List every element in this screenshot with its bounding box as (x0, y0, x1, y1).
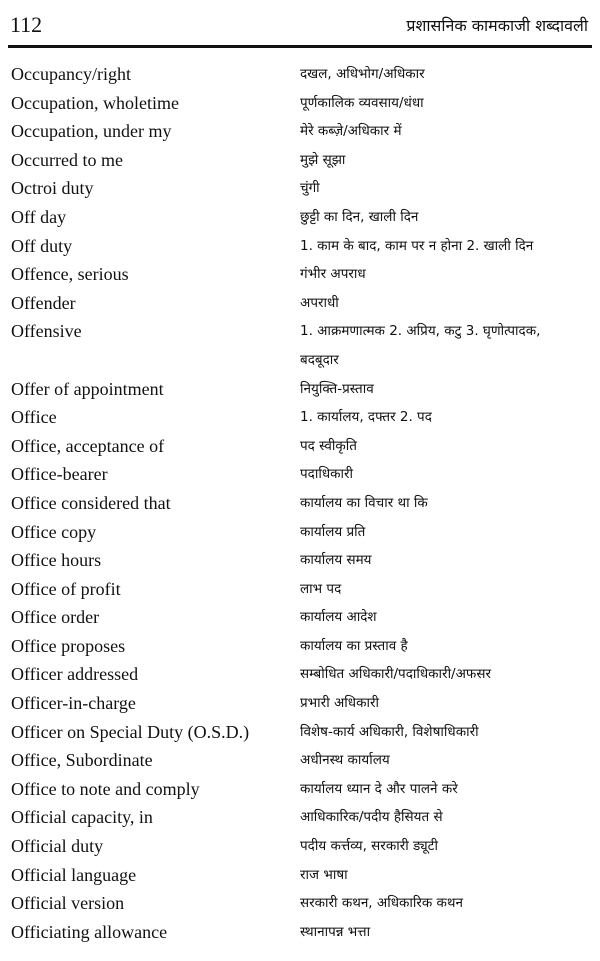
entry-gloss (290, 889, 600, 918)
entry-gloss (290, 146, 600, 175)
glossary-list (0, 60, 600, 946)
entry-term: Occupation, wholetime (11, 92, 179, 113)
gloss-line: कार्यालय प्रति (300, 523, 366, 540)
entry-term: Occupation, under my (11, 121, 172, 142)
glossary-entry (0, 832, 600, 861)
gloss-line: विशेष-कार्य अधिकारी, विशेषाधिकारी (300, 723, 479, 740)
entry-gloss (290, 432, 600, 461)
glossary-entry (0, 289, 600, 318)
glossary-entry (0, 146, 600, 175)
header-rule (8, 45, 592, 48)
entry-term: Officiating allowance (11, 921, 168, 942)
gloss-line: कार्यालय आदेश (300, 609, 377, 626)
gloss-line: 1. काम के बाद, काम पर न होना 2. खाली दिन (300, 237, 534, 254)
entry-term: Office order (11, 607, 100, 628)
gloss-line: सरकारी कथन, अधिकारिक कथन (300, 895, 464, 912)
entry-term: Office hours (11, 550, 102, 571)
entry-term: Office (11, 407, 57, 428)
entry-gloss (290, 489, 600, 518)
glossary-entry (0, 689, 600, 718)
glossary-entry (0, 803, 600, 832)
entry-term: Official capacity, in (11, 807, 153, 828)
glossary-entry (0, 775, 600, 804)
glossary-entry (0, 403, 600, 432)
gloss-line: प्रभारी अधिकारी (300, 695, 379, 712)
entry-term: Office considered that (11, 492, 171, 513)
gloss-line: मेरे कब्ज़े/अधिकार में (300, 123, 402, 140)
gloss-line: पदाधिकारी (300, 466, 354, 483)
gloss-line: पदीय कर्त्तव्य, सरकारी ड्यूटी (300, 838, 438, 855)
entry-gloss (290, 575, 600, 604)
entry-gloss (290, 403, 600, 432)
entry-term: Offender (11, 292, 76, 313)
entry-term: Offer of appointment (11, 378, 164, 399)
gloss-line: कार्यालय का प्रस्ताव है (300, 637, 408, 654)
entry-gloss (290, 603, 600, 632)
gloss-line: आधिकारिक/पदीय हैसियत से (300, 809, 443, 826)
glossary-entry (0, 375, 600, 404)
gloss-line: बदबूदार (300, 351, 339, 368)
glossary-entry (0, 60, 600, 89)
entry-gloss (290, 260, 600, 289)
entry-gloss (290, 803, 600, 832)
glossary-entry (0, 489, 600, 518)
entry-gloss (290, 60, 600, 89)
entry-term: Official language (11, 864, 137, 885)
glossary-entry (0, 174, 600, 203)
glossary-entry (0, 117, 600, 146)
gloss-line: गंभीर अपराध (300, 266, 366, 283)
entry-term: Off duty (11, 235, 73, 256)
gloss-line: कार्यालय ध्यान दे और पालने करे (300, 780, 458, 797)
glossary-entry (0, 575, 600, 604)
gloss-line: कार्यालय का विचार था कि (300, 494, 428, 511)
glossary-entry (0, 546, 600, 575)
entry-gloss (290, 289, 600, 318)
gloss-line: 1. आक्रमणात्मक 2. अप्रिय, कटु 3. घृणोत्पादक, (300, 323, 541, 340)
entry-gloss (290, 232, 600, 261)
entry-gloss (290, 746, 600, 775)
gloss-line: राज भाषा (300, 866, 348, 883)
gloss-line: पूर्णकालिक व्यवसाय/धंधा (300, 94, 424, 111)
entry-term: Office proposes (11, 635, 126, 656)
glossary-entry (0, 632, 600, 661)
entry-gloss (290, 317, 600, 374)
gloss-line: 1. कार्यालय, दफ्तर 2. पद (300, 409, 432, 426)
glossary-entry (0, 260, 600, 289)
entry-term: Office, acceptance of (11, 435, 165, 456)
glossary-entry (0, 603, 600, 632)
gloss-line: चुंगी (300, 180, 320, 197)
entry-gloss (290, 375, 600, 404)
entry-gloss (290, 174, 600, 203)
gloss-line: अपराधी (300, 294, 339, 311)
entry-gloss (290, 918, 600, 947)
entry-term: Occupancy/right (11, 64, 131, 84)
glossary-entry (0, 89, 600, 118)
entry-term: Octroi duty (11, 178, 94, 199)
entry-term: Offensive (11, 321, 82, 342)
gloss-line: मुझे सूझा (300, 151, 346, 168)
entry-term: Officer on Special Duty (O.S.D.) (11, 721, 250, 742)
entry-term: Officer-in-charge (11, 693, 136, 714)
entry-gloss (290, 689, 600, 718)
entry-term: Office to note and comply (11, 778, 200, 799)
entry-gloss (290, 518, 600, 547)
entry-gloss (290, 89, 600, 118)
glossary-entry (0, 232, 600, 261)
glossary-entry (0, 432, 600, 461)
entry-term: Office copy (11, 521, 97, 542)
glossary-entry (0, 518, 600, 547)
entry-term: Office, Subordinate (11, 750, 153, 771)
glossary-entry (0, 660, 600, 689)
gloss-line: नियुक्ति-प्रस्ताव (300, 380, 374, 397)
entry-term: Occurred to me (11, 149, 123, 170)
entry-term: Office-bearer (11, 464, 108, 485)
page-number: 112 (10, 12, 43, 37)
entry-term: Official duty (11, 836, 104, 857)
entry-gloss (290, 832, 600, 861)
entry-gloss (290, 632, 600, 661)
entry-gloss (290, 660, 600, 689)
entry-term: Office of profit (11, 578, 121, 599)
entry-term: Off day (11, 206, 67, 227)
gloss-line: पद स्वीकृति (300, 437, 357, 454)
entry-term: Offence, serious (11, 264, 129, 285)
gloss-line: स्थानापन्न भत्ता (300, 923, 371, 940)
gloss-line: छुट्टी का दिन, खाली दिन (300, 208, 419, 225)
glossary-entry (0, 718, 600, 747)
glossary-entry (0, 889, 600, 918)
entry-gloss (290, 117, 600, 146)
entry-gloss (290, 460, 600, 489)
entry-gloss (290, 861, 600, 890)
gloss-line: अधीनस्थ कार्यालय (300, 752, 390, 769)
entry-gloss (290, 203, 600, 232)
page-header (0, 0, 600, 40)
glossary-entry (0, 317, 600, 374)
entry-term: Officer addressed (11, 664, 139, 685)
gloss-line: लाभ पद (300, 580, 342, 597)
gloss-line: कार्यालय समय (300, 552, 372, 569)
glossary-entry (0, 918, 600, 947)
glossary-entry (0, 746, 600, 775)
gloss-line: सम्बोधित अधिकारी/पदाधिकारी/अफसर (300, 666, 491, 683)
entry-gloss (290, 718, 600, 747)
glossary-entry (0, 203, 600, 232)
gloss-line: दखल, अधिभोग/अधिकार (300, 66, 425, 82)
entry-gloss (290, 546, 600, 575)
glossary-entry (0, 460, 600, 489)
entry-term: Official version (11, 893, 125, 914)
glossary-entry (0, 861, 600, 890)
running-title: प्रशासनिक कामकाजी शब्दावली (406, 16, 588, 35)
entry-gloss (290, 775, 600, 804)
